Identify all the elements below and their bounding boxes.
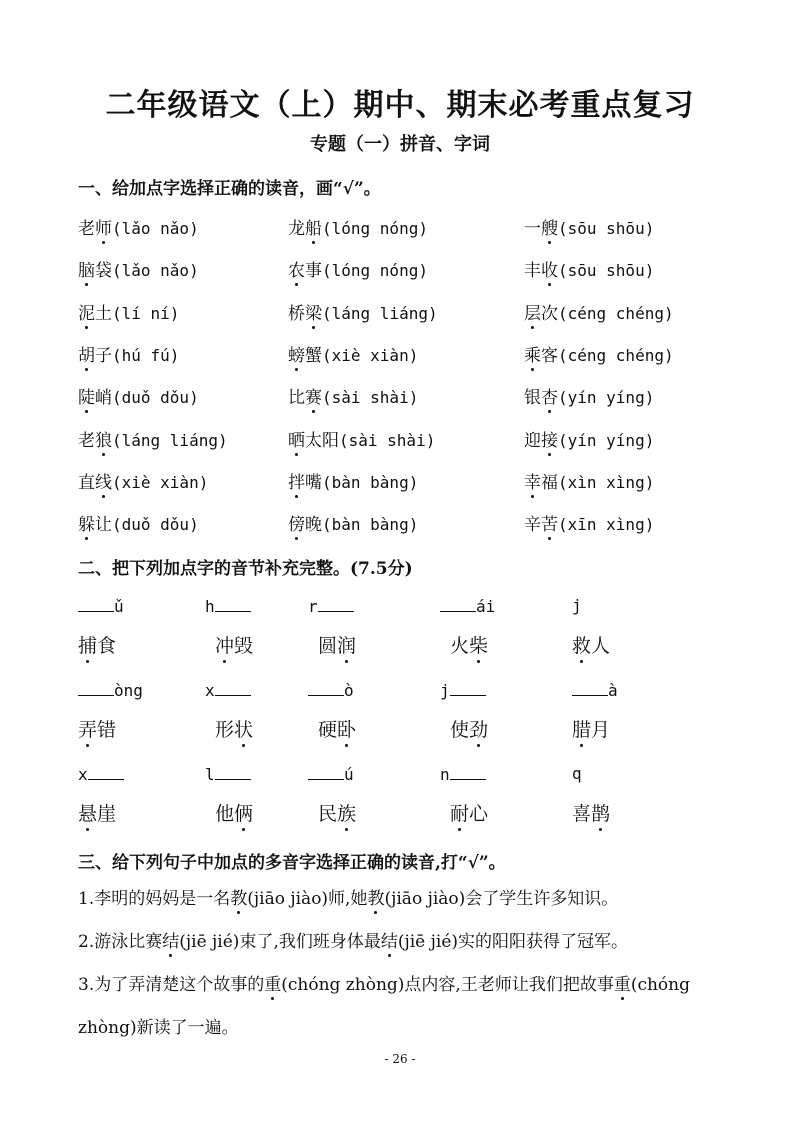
word-text: 让 — [95, 515, 112, 536]
word-text: 老 — [78, 219, 95, 239]
answer-blank — [572, 680, 608, 696]
pinyin-choice-item — [78, 383, 199, 408]
section2-heading: 二、把下列加点字的音节补充完整。(7.5分) — [78, 559, 413, 579]
word-text: 太阳 — [305, 430, 339, 451]
dotted-char: 悬 — [78, 799, 97, 826]
dotted-char: 弄 — [78, 715, 97, 742]
syllable-blank — [205, 764, 251, 784]
initial-text: r — [308, 597, 318, 616]
final-text: òng — [114, 681, 143, 700]
sentence-text: (jiāo jiào)会了学生许多知识。 — [384, 889, 619, 909]
pinyin-options: (lǎo nǎo) — [112, 219, 199, 238]
word-text: 丰 — [524, 261, 541, 282]
pinyin-choice-item — [288, 468, 418, 493]
dotted-char: 杏 — [541, 383, 558, 408]
pinyin-options: (yín yíng) — [558, 388, 655, 408]
dotted-char: 幸 — [524, 468, 541, 493]
pinyin-options: (lǎo nǎo) — [112, 261, 199, 281]
word-text: 民 — [318, 803, 338, 825]
word-text: 老 — [78, 430, 95, 451]
syllable-blank — [440, 680, 486, 700]
word-text: 直 — [78, 472, 95, 493]
section1-heading: 一、给加点字选择正确的读音，画“√”。 — [78, 179, 381, 199]
dotted-char: 陡 — [78, 383, 95, 408]
word-text: 蟹 — [305, 345, 322, 366]
dotted-char: 状 — [234, 715, 253, 742]
pinyin-options: (duǒ dǒu) — [112, 515, 199, 535]
initial-text: h — [205, 597, 215, 616]
pinyin-choice-item — [78, 214, 199, 239]
dotted-char: 脑 — [78, 256, 95, 281]
word-text: 硬 — [318, 719, 338, 741]
pinyin-options: (sōu shōu) — [558, 261, 655, 281]
word-item — [78, 631, 116, 658]
word-item — [572, 631, 610, 658]
dotted-char: 劲 — [469, 715, 488, 742]
pinyin-choice-item — [288, 383, 418, 408]
initial-text: n — [440, 765, 450, 784]
dotted-char: 线 — [95, 468, 112, 493]
dotted-char: 卧 — [337, 715, 356, 742]
initial-text: j — [572, 596, 582, 615]
dotted-char: 族 — [337, 799, 356, 826]
syllable-blank — [308, 596, 354, 616]
dotted-char: 救 — [572, 631, 591, 658]
word-item — [215, 715, 253, 742]
word-item — [318, 715, 356, 742]
syllable-blank — [78, 764, 124, 784]
dotted-char: 耐 — [450, 799, 469, 826]
pinyin-choice-item — [78, 468, 208, 493]
word-text: 人 — [591, 635, 611, 657]
sentence-text: (jiē jié)束了,我们班身体最 — [179, 932, 381, 952]
pinyin-options: (xiè xiàn) — [112, 472, 209, 492]
syllable-blank — [440, 764, 486, 784]
pinyin-options: (láng liáng) — [322, 303, 438, 323]
word-text: 一 — [524, 219, 541, 239]
dotted-char: 胡 — [78, 341, 95, 366]
dotted-char: 狼 — [95, 426, 112, 451]
word-text: 袋 — [95, 261, 112, 282]
answer-blank — [78, 596, 114, 612]
pinyin-choice-item — [78, 341, 179, 366]
pinyin-options: (bàn bàng) — [322, 515, 419, 535]
pinyin-choice-item — [78, 510, 199, 535]
initial-text: x — [78, 765, 88, 784]
pinyin-choice-item — [288, 510, 418, 535]
dotted-char: 层 — [524, 299, 541, 324]
pinyin-choice-item — [524, 256, 654, 281]
word-item — [78, 715, 116, 742]
dotted-char: 重 — [264, 970, 281, 995]
dotted-char: 鹊 — [591, 799, 610, 826]
pinyin-choice-item — [78, 299, 179, 324]
pinyin-choice-item — [524, 510, 654, 535]
dotted-char: 晒 — [288, 426, 305, 451]
sentence-text: (chóng — [630, 975, 690, 995]
word-item — [450, 631, 488, 658]
pinyin-choice-item — [524, 299, 674, 324]
word-text: 银 — [524, 388, 541, 409]
dotted-char: 腊 — [572, 715, 591, 742]
dotted-char: 捕 — [78, 631, 97, 658]
word-text: 火 — [450, 635, 470, 657]
answer-blank — [78, 680, 114, 696]
syllable-blank — [78, 680, 143, 700]
pinyin-options: (hú fú) — [112, 345, 180, 365]
page-subtitle: 专题（一）拼音、字词 — [310, 134, 490, 155]
pinyin-options: (lóng nóng) — [322, 219, 428, 238]
initial-text: j — [440, 681, 450, 700]
pinyin-choice-item — [524, 468, 654, 493]
sentence-3 — [78, 970, 690, 995]
pinyin-options: (láng liáng) — [112, 430, 228, 450]
pinyin-options: (lóng nóng) — [322, 261, 428, 281]
word-text: 崖 — [97, 803, 117, 825]
answer-blank — [215, 680, 251, 696]
word-text: 次 — [541, 303, 558, 324]
word-item — [450, 715, 488, 742]
dotted-char: 农 — [288, 256, 305, 281]
word-text: 心 — [469, 803, 489, 825]
syllable-blank — [572, 680, 618, 700]
pinyin-options: (xīn xìng) — [558, 515, 655, 535]
word-item — [450, 799, 488, 826]
final-text: ú — [344, 765, 354, 784]
word-text: 比 — [288, 388, 305, 409]
syllable-blank — [308, 764, 354, 784]
word-text: 桥 — [288, 303, 305, 324]
pinyin-options: (céng chéng) — [558, 303, 674, 323]
word-text: 福 — [541, 472, 558, 493]
word-text: 事 — [305, 261, 322, 282]
dotted-char: 俩 — [234, 799, 253, 826]
pinyin-choice-item — [524, 341, 674, 366]
pinyin-options: (sài shài) — [339, 430, 436, 450]
word-text: 迎 — [524, 430, 541, 451]
page-title: 二年级语文（上）期中、期末必考重点复习 — [105, 88, 695, 123]
sentence-text: (chóng zhòng)点内容,王老师让我们把故事 — [281, 975, 614, 995]
dotted-char: 苦 — [541, 510, 558, 535]
initial-text: l — [205, 765, 215, 784]
final-text: à — [608, 681, 618, 700]
pinyin-choice-item — [288, 426, 435, 451]
dotted-char: 拌 — [288, 468, 305, 493]
dotted-char: 梁 — [305, 299, 322, 324]
dotted-char: 柴 — [469, 631, 488, 658]
word-text: 使 — [450, 719, 470, 741]
pinyin-options: (lí ní) — [112, 303, 180, 323]
word-text: 圆 — [318, 635, 338, 657]
word-text: 错 — [97, 719, 117, 741]
pinyin-choice-item — [524, 426, 654, 451]
answer-blank — [450, 764, 486, 780]
word-text: 客 — [541, 345, 558, 366]
pinyin-choice-item — [524, 214, 654, 239]
word-text: 辛 — [524, 515, 541, 536]
dotted-char: 艘 — [541, 214, 558, 239]
pinyin-choice-item — [288, 214, 428, 239]
initial-text: x — [205, 681, 215, 700]
word-item — [215, 799, 253, 826]
word-text: 子 — [95, 345, 112, 366]
syllable-blank — [572, 764, 582, 783]
dotted-char: 教 — [367, 884, 384, 909]
word-text: 喜 — [572, 803, 592, 825]
answer-blank — [215, 596, 251, 612]
dotted-char: 泥 — [78, 299, 95, 324]
page-number: - 26 - — [384, 1052, 416, 1066]
pinyin-options: (sài shài) — [322, 388, 419, 408]
pinyin-options: (xìn xìng) — [558, 472, 655, 492]
dotted-char: 接 — [541, 426, 558, 451]
dotted-char: 螃 — [288, 341, 305, 366]
pinyin-options: (bàn bàng) — [322, 472, 419, 492]
dotted-char: 赛 — [305, 383, 322, 408]
sentence-2 — [78, 927, 628, 952]
sentence-text: 2.游泳比赛 — [78, 932, 163, 952]
word-text: 毁 — [234, 635, 254, 657]
word-item — [572, 715, 610, 742]
answer-blank — [308, 680, 344, 696]
answer-blank — [318, 596, 354, 612]
pinyin-choice-item — [78, 256, 199, 281]
syllable-blank — [205, 680, 251, 700]
dotted-char: 重 — [614, 970, 631, 995]
word-text: 他 — [215, 803, 235, 825]
sentence-3-cont: zhòng)新读了一遍。 — [78, 1018, 239, 1038]
word-item — [318, 799, 356, 826]
word-text: 食 — [97, 635, 117, 657]
pinyin-options: (duǒ dǒu) — [112, 388, 199, 408]
dotted-char: 润 — [337, 631, 356, 658]
section3-heading: 三、给下列句子中加点的多音字选择正确的读音,打“√”。 — [78, 853, 506, 873]
sentence-text: 1.李明的妈妈是一名 — [78, 889, 231, 909]
word-text: 峭 — [95, 388, 112, 409]
word-text: 龙 — [288, 219, 305, 239]
answer-blank — [450, 680, 486, 696]
dotted-char: 师 — [95, 214, 112, 239]
dotted-char: 教 — [230, 884, 247, 909]
pinyin-options: (yín yíng) — [558, 430, 655, 450]
syllable-blank — [440, 596, 495, 616]
word-item — [318, 631, 356, 658]
answer-blank — [308, 764, 344, 780]
word-item — [215, 631, 253, 658]
pinyin-options: (xiè xiàn) — [322, 345, 419, 365]
sentence-text: (jiāo jiào)师,她 — [247, 889, 368, 909]
pinyin-choice-item — [288, 341, 418, 366]
pinyin-choice-item — [288, 299, 438, 324]
final-text: ái — [476, 597, 496, 616]
syllable-blank — [308, 680, 354, 700]
dotted-char: 结 — [162, 927, 179, 952]
answer-blank — [215, 764, 251, 780]
pinyin-options: (sōu shōu) — [558, 219, 655, 238]
syllable-blank — [572, 596, 582, 615]
dotted-char: 乘 — [524, 341, 541, 366]
dotted-char: 冲 — [215, 631, 234, 658]
pinyin-options: (céng chéng) — [558, 345, 674, 365]
dotted-char: 躲 — [78, 510, 95, 535]
pinyin-choice-item — [524, 383, 654, 408]
word-item — [78, 799, 116, 826]
word-text: 土 — [95, 303, 112, 324]
answer-blank — [440, 596, 476, 612]
initial-text: q — [572, 764, 582, 783]
dotted-char: 船 — [305, 214, 322, 239]
syllable-blank — [205, 596, 251, 616]
word-text: 晚 — [305, 515, 322, 536]
word-text: 月 — [591, 719, 611, 741]
word-item — [572, 799, 610, 826]
answer-blank — [88, 764, 124, 780]
word-text: 嘴 — [305, 472, 322, 493]
final-text: ǔ — [114, 597, 124, 616]
pinyin-choice-item — [78, 426, 228, 451]
final-text: ò — [344, 681, 354, 700]
dotted-char: 傍 — [288, 510, 305, 535]
pinyin-choice-item — [288, 256, 428, 281]
sentence-text: (jiē jié)实的阳阳获得了冠军。 — [397, 932, 629, 952]
dotted-char: 收 — [541, 256, 558, 281]
syllable-blank — [78, 596, 124, 616]
word-text: 形 — [215, 719, 235, 741]
sentence-1 — [78, 884, 618, 909]
dotted-char: 结 — [381, 927, 398, 952]
sentence-text: 3.为了弄清楚这个故事的 — [78, 975, 265, 995]
